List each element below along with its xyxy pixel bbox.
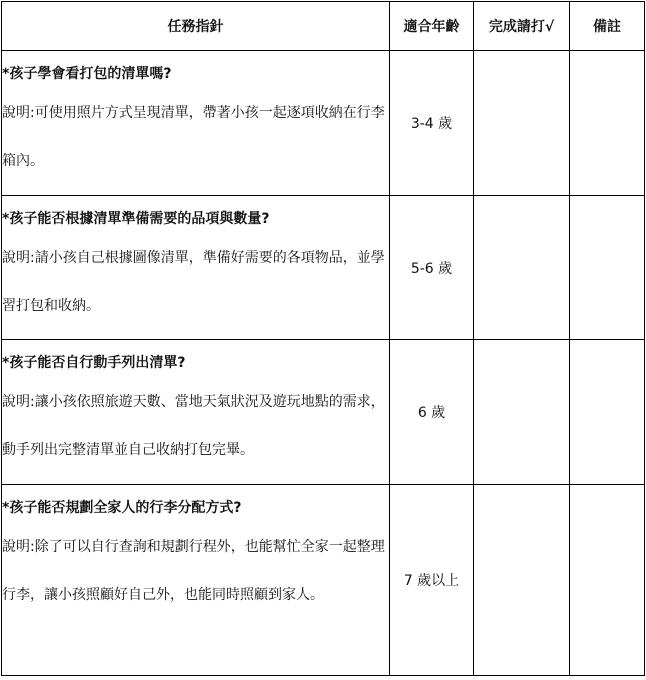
table-row: [2, 340, 645, 485]
task-title: *孩子學會看打包的清單嗎?: [2, 66, 172, 82]
task-title: *孩子能否根據清單準備需要的品項與數量?: [2, 211, 270, 227]
table-row: [2, 196, 645, 340]
task-cell: [2, 340, 390, 485]
header-age: 適合年齡: [390, 2, 474, 51]
task-title: *孩子能否規劃全家人的行李分配方式?: [2, 500, 242, 516]
task-cell: [2, 485, 390, 676]
done-checkbox-cell[interactable]: [474, 196, 570, 340]
header-done: 完成請打√: [474, 2, 570, 51]
task-cell: [2, 51, 390, 196]
header-row: [2, 2, 645, 51]
age-cell: 6 歲: [390, 340, 474, 485]
task-title: *孩子能否自行動手列出清單?: [2, 355, 186, 371]
done-checkbox-cell[interactable]: [474, 340, 570, 485]
age-cell: 7 歲以上: [390, 485, 474, 676]
task-cell: [2, 196, 390, 340]
age-cell: 5-6 歲: [390, 196, 474, 340]
task-description: 說明:除了可以自行查詢和規劃行程外，也能幫忙全家一起整理行李，讓小孩照顧好自己外，也能同時照顧到家人。: [2, 539, 385, 603]
task-checklist-table: [1, 1, 645, 676]
done-checkbox-cell[interactable]: [474, 485, 570, 676]
note-cell[interactable]: [570, 340, 645, 485]
task-description: 說明:請小孩自己根據圖像清單，準備好需要的各項物品，並學習打包和收納。: [2, 250, 385, 314]
table-row: [2, 51, 645, 196]
done-checkbox-cell[interactable]: [474, 51, 570, 196]
note-cell[interactable]: [570, 196, 645, 340]
header-note: 備註: [570, 2, 645, 51]
note-cell[interactable]: [570, 51, 645, 196]
table-row: [2, 485, 645, 676]
age-cell: 3-4 歲: [390, 51, 474, 196]
header-task: 任務指針: [2, 2, 390, 51]
note-cell[interactable]: [570, 485, 645, 676]
task-description: 說明:讓小孩依照旅遊天數、當地天氣狀況及遊玩地點的需求，動手列出完整清單並自己收納打包完畢。: [2, 394, 385, 458]
task-description: 說明:可使用照片方式呈現清單，帶著小孩一起逐項收納在行李箱內。: [2, 105, 385, 169]
